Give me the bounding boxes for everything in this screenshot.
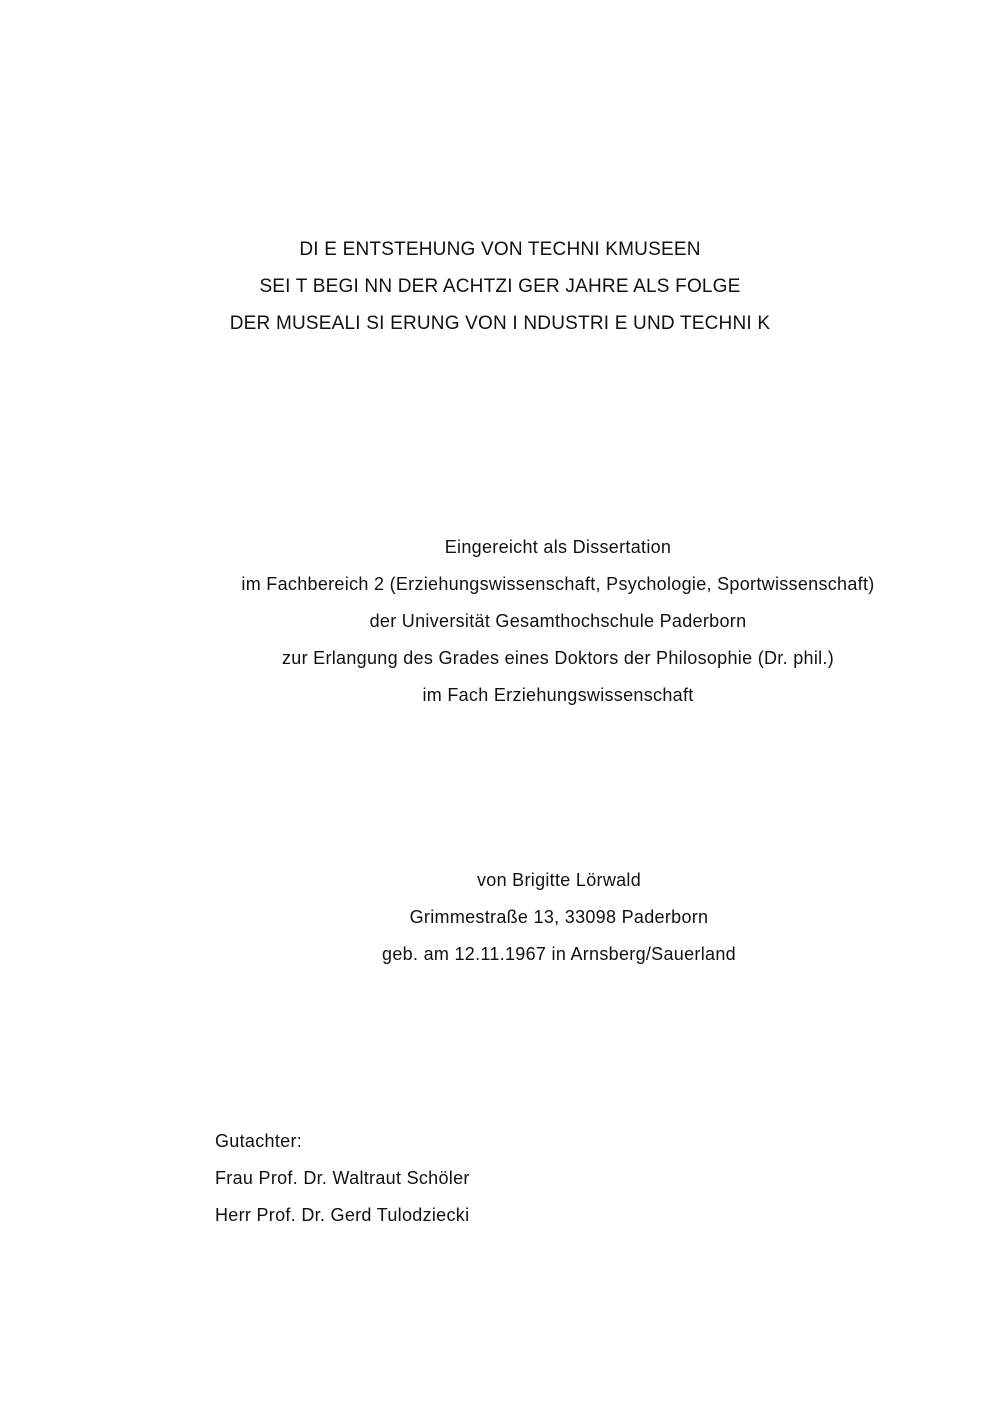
author-address: Grimmestraße 13, 33098 Paderborn [409,907,709,927]
submission-line-1: Eingereicht als Dissertation [444,537,672,557]
reviewers-heading: Gutachter: [215,1131,303,1151]
reviewers [215,1128,470,1239]
reviewer-2: Herr Prof. Dr. Gerd Tulodziecki [215,1205,470,1225]
author-birth: geb. am 12.11.1967 in Arnsberg/Sauerland [382,944,736,964]
submission-line-5: im Fach Erziehungswissenschaft [422,685,694,705]
title-line-3: DER MUSEALI SI ERUNG VON I NDUSTRI E UND TECHNI K [229,313,771,334]
title-line-1: DI E ENTSTEHUNG VON TECHNI KMUSEEN [299,239,701,260]
submission-line-2: im Fachbereich 2 (Erziehungswissenschaft, Psychologie, Sportwissenschaft) [241,574,875,594]
submission-line-4: zur Erlangung des Grades eines Doktors der Philosophie (Dr. phil.) [281,648,835,668]
author-name: von Brigitte Lörwald [476,870,642,890]
author-info [0,867,1000,978]
reviewer-1: Frau Prof. Dr. Waltraut Schöler [215,1168,470,1188]
title-line-2: SEI T BEGI NN DER ACHTZI GER JAHRE ALS FOLGE [259,276,741,297]
submission-statement [0,534,1000,719]
dissertation-title [0,235,1000,346]
submission-line-3: der Universität Gesamthochschule Paderborn [369,611,747,631]
